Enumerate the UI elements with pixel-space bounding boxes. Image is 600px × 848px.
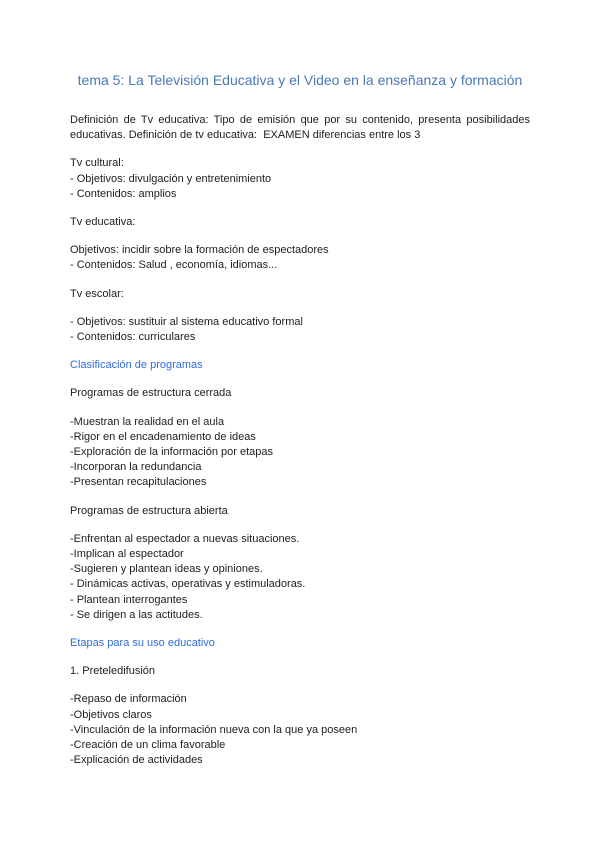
text-line: -Exploración de la información por etapas xyxy=(70,446,274,459)
text-block xyxy=(70,386,530,401)
text-line: - Contenidos: amplios xyxy=(70,187,177,200)
text-block xyxy=(70,156,530,202)
text-line: 1. Preteledifusión xyxy=(70,665,155,678)
text-line: - Contenidos: Salud , economía, idiomas... xyxy=(70,259,278,272)
text-line: Programas de estructura abierta xyxy=(70,504,228,517)
text-line: - Objetivos: sustituir al sistema educativo formal xyxy=(70,315,303,328)
text-line: -Muestran la realidad en el aula xyxy=(70,415,225,428)
section-heading: Clasificación de programas xyxy=(70,359,203,372)
text-line: -Enfrentan al espectador a nuevas situaciones. xyxy=(70,532,300,545)
text-line: Tv cultural: xyxy=(70,157,124,170)
text-line: -Implican al espectador xyxy=(70,548,184,561)
text-line: -Rigor en el encadenamiento de ideas xyxy=(70,430,256,443)
text-line: -Repaso de información xyxy=(70,693,187,706)
text-block xyxy=(70,315,530,345)
text-line: Objetivos: incidir sobre la formación de espectadores xyxy=(70,244,329,257)
text-line: - Se dirigen a las actitudes. xyxy=(70,608,203,621)
text-line: -Incorporan la redundancia xyxy=(70,461,202,474)
text-block xyxy=(70,532,530,623)
text-line: -Presentan recapitulaciones xyxy=(70,476,207,489)
text-line: - Contenidos: curriculares xyxy=(70,331,196,344)
text-line: - Objetivos: divulgación y entretenimiento xyxy=(70,172,272,185)
text-line: -Vinculación de la información nueva con la que ya poseen xyxy=(70,723,358,736)
text-line: -Sugieren y plantean ideas y opiniones. xyxy=(70,563,263,576)
text-block xyxy=(70,215,530,230)
text-line: - Plantean interrogantes xyxy=(70,593,188,606)
text-line: Tv educativa: xyxy=(70,216,136,229)
text-line: Programas de estructura cerrada xyxy=(70,387,232,400)
text-block xyxy=(70,692,530,768)
document-title: tema 5: La Televisión Educativa y el Video en la enseñanza y formación xyxy=(77,72,523,88)
text-block xyxy=(70,243,530,273)
text-block xyxy=(70,664,530,679)
text-line: -Objetivos claros xyxy=(70,708,152,721)
text-line: Tv escolar: xyxy=(70,287,124,300)
text-line: -Creación de un clima favorable xyxy=(70,739,226,752)
text-line: -Explicación de actividades xyxy=(70,754,203,767)
text-block xyxy=(70,287,530,302)
document-body xyxy=(70,113,534,769)
text-line: - Dinámicas activas, operativas y estimuladoras. xyxy=(70,578,306,591)
section-heading: Etapas para su uso educativo xyxy=(70,637,215,650)
text-block: Definición de Tv educativa: Tipo de emisión que por su contenido, presenta posibilidades educativas. Definición de tv educativa: EXAMEN diferencias entre los 3 xyxy=(70,114,534,142)
text-block xyxy=(70,504,530,519)
text-block xyxy=(70,415,530,491)
